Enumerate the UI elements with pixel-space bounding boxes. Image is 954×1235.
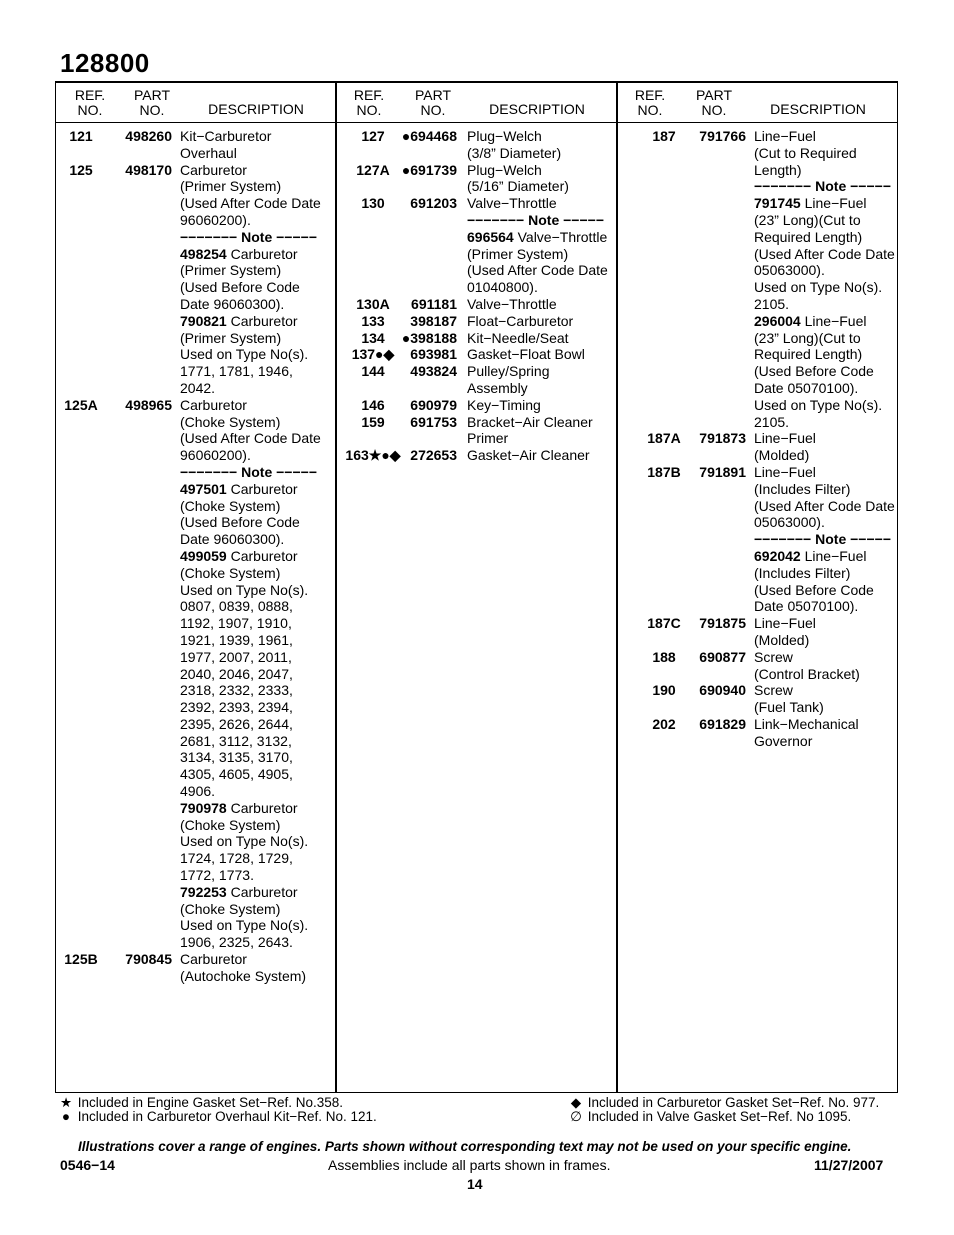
part-no-header: PART NO. bbox=[414, 87, 452, 118]
part-no: 691829 bbox=[699, 715, 746, 732]
document-date: 11/27/2007 bbox=[814, 1157, 884, 1173]
description: 696564 Valve−Throttle (Primer System) (Used After Code Date 01040800). bbox=[467, 228, 608, 296]
description: Pulley/Spring Assembly bbox=[467, 363, 550, 396]
table-row bbox=[618, 128, 898, 178]
alternate-part-no: 790821 bbox=[180, 312, 227, 329]
description: Bracket−Air Cleaner Primer bbox=[467, 413, 593, 447]
description: Line−Fuel (Molded) bbox=[754, 615, 816, 648]
description: Carburetor (Choke System) (Used After Code Date 96060200). bbox=[180, 396, 321, 464]
ref-no: 187B bbox=[647, 463, 681, 480]
parts-column-2 bbox=[335, 82, 616, 1093]
ref-no-header: REF. NO. bbox=[74, 87, 106, 118]
description-header: DESCRIPTION bbox=[208, 101, 304, 117]
table-row bbox=[56, 246, 336, 313]
alternate-part-no: 692042 bbox=[754, 547, 801, 564]
ref-no: 125 bbox=[69, 161, 93, 178]
description-header: DESCRIPTION bbox=[489, 101, 585, 117]
table-row bbox=[56, 128, 336, 162]
part-no: 691181 bbox=[411, 295, 457, 312]
page-number: 14 bbox=[467, 1176, 483, 1192]
ref-no: 127A bbox=[356, 161, 390, 178]
table-row bbox=[337, 212, 616, 229]
part-no-header: PART NO. bbox=[695, 87, 733, 118]
description: −−−−−−− Note −−−−− bbox=[180, 228, 317, 245]
description: 791745 Line−Fuel (23” Long)(Cut to Required Length) (Used After Code Date 05063000). Used on Type No(s). 2105. bbox=[754, 195, 895, 312]
ref-no-header: REF. NO. bbox=[353, 87, 385, 118]
parts-column-1 bbox=[56, 82, 336, 1093]
description: 498254 Carburetor (Primer System) (Used Before Code Date 96060300). bbox=[180, 245, 300, 312]
description: Kit−Needle/Seat bbox=[467, 329, 569, 346]
alternate-part-no: 792253 bbox=[180, 883, 227, 900]
description: 296004 Line−Fuel (23” Long)(Cut to Required Length) (Used Before Code Date 05070100). Used on Type No(s). 2105. bbox=[754, 312, 883, 430]
description: Carburetor (Primer System) (Used After Code Date 96060200). bbox=[180, 161, 321, 228]
description: −−−−−−− Note −−−−− bbox=[754, 178, 891, 195]
part-no: 691753 bbox=[410, 413, 457, 430]
table-row bbox=[56, 397, 336, 464]
footnote-text: Included in Carburetor Overhaul Kit−Ref. No. 121. bbox=[77, 1109, 377, 1124]
table-row bbox=[618, 464, 898, 531]
part-no: 498260 bbox=[125, 128, 172, 144]
table-row bbox=[56, 313, 336, 397]
description: Gasket−Float Bowl bbox=[467, 346, 585, 363]
alternate-part-no: 696564 bbox=[467, 228, 514, 245]
description: Float−Carburetor bbox=[467, 312, 574, 329]
ref-no: 188 bbox=[652, 648, 676, 665]
table-row bbox=[56, 229, 336, 246]
description: −−−−−−− Note −−−−− bbox=[467, 211, 604, 228]
table-row bbox=[337, 313, 616, 330]
ref-no: 187 bbox=[652, 128, 676, 144]
part-no: 691203 bbox=[410, 195, 457, 212]
description: Valve−Throttle bbox=[467, 195, 557, 212]
part-no: 693981 bbox=[410, 346, 457, 363]
description: Link−Mechanical Governor bbox=[754, 715, 859, 749]
footnote-text: Included in Carburetor Gasket Set−Ref. No. 977. bbox=[587, 1095, 880, 1110]
part-no: 498965 bbox=[125, 396, 172, 413]
page-title: 128800 bbox=[60, 48, 150, 78]
ref-no: 163★●◆ bbox=[345, 447, 401, 464]
table-row bbox=[337, 128, 616, 162]
parts-column-3 bbox=[616, 82, 898, 1093]
description: Screw (Control Bracket) bbox=[754, 648, 860, 682]
part-no: 790845 bbox=[125, 951, 172, 968]
description: Screw (Fuel Tank) bbox=[754, 682, 824, 716]
footnote-text: Included in Engine Gasket Set−Ref. No.358. bbox=[77, 1095, 344, 1110]
table-row bbox=[56, 481, 336, 548]
description: 692042 Line−Fuel (Includes Filter) (Used Before Code Date 05070100). bbox=[754, 547, 874, 615]
footnote-star bbox=[58, 1095, 343, 1110]
table-row bbox=[618, 548, 898, 615]
table-row bbox=[618, 178, 898, 195]
part-no: 690940 bbox=[699, 682, 746, 699]
part-no: ●398188 bbox=[401, 329, 457, 346]
description: Line−Fuel (Cut to Required Length) bbox=[754, 128, 857, 178]
diamond-icon: ◆ bbox=[570, 1095, 582, 1110]
footnote-diamond bbox=[568, 1095, 879, 1110]
table-row bbox=[618, 531, 898, 548]
table-row bbox=[56, 162, 336, 229]
table-row bbox=[56, 951, 336, 985]
description: 792253 Carburetor (Choke System) Used on Type No(s). 1906, 2325, 2643. bbox=[180, 883, 309, 951]
table-row bbox=[618, 716, 898, 750]
parts-table bbox=[55, 82, 898, 1093]
footnote-text: Included in Valve Gasket Set−Ref. No 1095. bbox=[587, 1109, 852, 1124]
table-row bbox=[618, 195, 898, 313]
dot-icon: ● bbox=[61, 1109, 71, 1124]
rows-column-1 bbox=[56, 128, 336, 985]
assemblies-note: Assemblies include all parts shown in frames. bbox=[328, 1157, 611, 1173]
empty-set-icon: ∅ bbox=[570, 1109, 582, 1124]
description: 790978 Carburetor (Choke System) Used on Type No(s). 1724, 1728, 1729, 1772, 1773. bbox=[180, 799, 309, 884]
alternate-part-no: 498254 bbox=[180, 245, 227, 262]
table-row bbox=[337, 296, 616, 313]
star-icon: ★ bbox=[59, 1095, 73, 1110]
footnote-dot bbox=[58, 1109, 377, 1124]
table-row bbox=[337, 195, 616, 212]
alternate-part-no: 497501 bbox=[180, 480, 227, 497]
ref-no: 127 bbox=[361, 128, 385, 144]
description: −−−−−−− Note −−−−− bbox=[754, 531, 891, 548]
table-row bbox=[337, 447, 616, 464]
ref-no: 159 bbox=[361, 413, 385, 430]
ref-no: 130 bbox=[361, 195, 385, 212]
table-row bbox=[337, 397, 616, 414]
table-row bbox=[56, 548, 336, 800]
ref-no: 146 bbox=[361, 396, 385, 413]
part-no: 791766 bbox=[699, 128, 746, 144]
ref-no: 190 bbox=[652, 682, 676, 699]
description: Gasket−Air Cleaner bbox=[467, 447, 590, 464]
table-row bbox=[337, 330, 616, 347]
ref-no: 121 bbox=[69, 128, 93, 144]
description: Plug−Welch (3/8” Diameter) bbox=[467, 128, 562, 161]
table-row bbox=[618, 682, 898, 716]
table-row bbox=[337, 229, 616, 296]
ref-no: 134 bbox=[361, 329, 385, 346]
table-row bbox=[56, 464, 336, 481]
part-no: 791891 bbox=[699, 463, 746, 480]
table-row bbox=[618, 615, 898, 649]
part-no: 690877 bbox=[699, 648, 746, 665]
table-row bbox=[56, 884, 336, 951]
part-no: 498170 bbox=[125, 161, 172, 178]
ref-no-header: REF. NO. bbox=[634, 87, 666, 118]
part-no: 791873 bbox=[699, 430, 746, 447]
ref-no: 202 bbox=[652, 715, 676, 732]
table-row bbox=[618, 649, 898, 683]
table-row bbox=[337, 414, 616, 448]
part-no: 690979 bbox=[410, 396, 457, 413]
description: Line−Fuel (Molded) bbox=[754, 430, 816, 464]
alternate-part-no: 296004 bbox=[754, 312, 801, 329]
description: Valve−Throttle bbox=[467, 295, 557, 312]
part-no: 493824 bbox=[410, 363, 457, 380]
part-no-header: PART NO. bbox=[133, 87, 171, 118]
description: Key−Timing bbox=[467, 396, 541, 413]
alternate-part-no: 791745 bbox=[754, 195, 801, 212]
table-row bbox=[56, 800, 336, 884]
description: −−−−−−− Note −−−−− bbox=[180, 463, 317, 480]
alternate-part-no: 790978 bbox=[180, 799, 227, 816]
description: Plug−Welch (5/16” Diameter) bbox=[467, 161, 569, 195]
table-row bbox=[337, 346, 616, 363]
ref-no: 125B bbox=[64, 951, 98, 968]
ref-no: 133 bbox=[361, 312, 385, 329]
description: 790821 Carburetor (Primer System) Used on Type No(s). 1771, 1781, 1946, 2042. bbox=[180, 312, 309, 396]
ref-no: 187A bbox=[647, 430, 681, 447]
rows-column-2 bbox=[337, 128, 616, 464]
alternate-part-no: 499059 bbox=[180, 547, 227, 564]
part-no: 272653 bbox=[410, 447, 457, 464]
ref-no: 137●◆ bbox=[351, 346, 395, 363]
part-no: 791875 bbox=[699, 615, 746, 632]
table-row bbox=[337, 162, 616, 196]
ref-no: 187C bbox=[647, 615, 681, 632]
document-code: 0546−14 bbox=[60, 1157, 115, 1173]
description: 497501 Carburetor (Choke System) (Used Before Code Date 96060300). bbox=[180, 480, 300, 548]
description: Carburetor (Autochoke System) bbox=[180, 951, 307, 984]
part-no: ●694468 bbox=[401, 128, 457, 144]
footnote-empty-set bbox=[568, 1109, 851, 1124]
description: Line−Fuel (Includes Filter) (Used After Code Date 05063000). bbox=[754, 463, 895, 531]
ref-no: 130A bbox=[356, 295, 390, 312]
description-header: DESCRIPTION bbox=[770, 101, 866, 117]
disclaimer: Illustrations cover a range of engines. Parts shown without corresponding text may not be used on your specific engine. bbox=[78, 1139, 852, 1154]
part-no: ●691739 bbox=[401, 161, 457, 178]
ref-no: 125A bbox=[64, 396, 98, 413]
rows-column-3 bbox=[618, 128, 898, 749]
description: 499059 Carburetor (Choke System) Used on Type No(s). 0807, 0839, 0888, 1192, 1907, 1910, 1921, 1939, 1961, 1977, 2007, 2011, 2040, 2046, 2047, 2318, 2332, 2333, 2392, 2393, 2394, 2395, 2626, 2644, 2681, 3112, 3132, 3134, 3135, 3170, 4305, 4605, 4905, 4906. bbox=[180, 547, 309, 800]
table-row bbox=[337, 363, 616, 397]
description: Kit−Carburetor Overhaul bbox=[180, 128, 272, 161]
part-no: 398187 bbox=[410, 312, 457, 329]
table-row bbox=[618, 430, 898, 464]
ref-no: 144 bbox=[361, 363, 385, 380]
table-row bbox=[618, 313, 898, 431]
